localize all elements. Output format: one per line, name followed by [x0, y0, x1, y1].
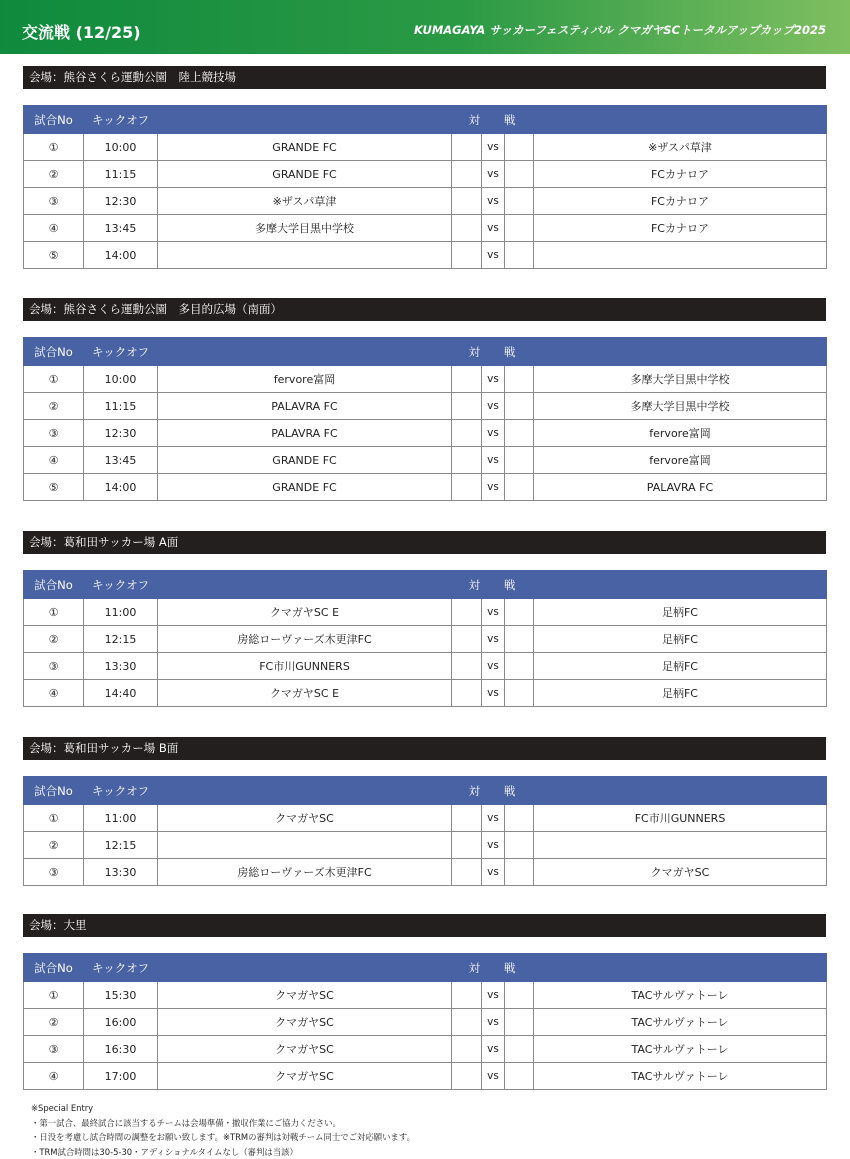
away-score-cell [505, 366, 534, 393]
venue-section [23, 914, 826, 1090]
table-row [24, 366, 827, 393]
match-table [23, 953, 827, 1090]
match-number: ③ [24, 653, 84, 680]
kickoff-time: 14:00 [84, 474, 158, 501]
table-row [24, 1009, 827, 1036]
match-number: ③ [24, 420, 84, 447]
vs-label: vs [482, 680, 505, 707]
away-team: 足柄FC [534, 599, 827, 626]
page-title: 交流戦 (12/25) [22, 23, 141, 42]
home-score-cell [452, 599, 482, 626]
away-team: TACサルヴァトーレ [534, 1009, 827, 1036]
match-number: ① [24, 982, 84, 1009]
match-number: ④ [24, 447, 84, 474]
match-number: ④ [24, 215, 84, 242]
home-team: クマガヤSC [158, 805, 452, 832]
away-team: 足柄FC [534, 626, 827, 653]
away-team: FCカナロア [534, 215, 827, 242]
header-kickoff: キックオフ [84, 106, 158, 134]
kickoff-time: 11:15 [84, 161, 158, 188]
away-team: 多摩大学目黒中学校 [534, 393, 827, 420]
away-score-cell [505, 680, 534, 707]
away-team: 多摩大学目黒中学校 [534, 366, 827, 393]
table-row [24, 161, 827, 188]
table-header-row [24, 954, 827, 982]
table-row [24, 1036, 827, 1063]
home-team: クマガヤSC [158, 1036, 452, 1063]
away-team [534, 832, 827, 859]
vs-label: vs [482, 859, 505, 886]
match-number: ① [24, 134, 84, 161]
kickoff-time: 16:00 [84, 1009, 158, 1036]
home-team: クマガヤSC E [158, 680, 452, 707]
header-match: 対 戦 [158, 106, 827, 134]
home-score-cell [452, 242, 482, 269]
kickoff-time: 11:00 [84, 599, 158, 626]
venue-section [23, 737, 826, 886]
away-score-cell [505, 161, 534, 188]
event-title: KUMAGAYA サッカーフェスティバル クマガヤSCトータルアップカップ2025 [414, 23, 826, 37]
kickoff-time: 14:00 [84, 242, 158, 269]
match-number: ② [24, 393, 84, 420]
away-score-cell [505, 134, 534, 161]
header-match-no: 試合No [24, 338, 84, 366]
header-kickoff: キックオフ [84, 571, 158, 599]
table-row [24, 188, 827, 215]
away-team: FCカナロア [534, 161, 827, 188]
home-team: fervore富岡 [158, 366, 452, 393]
vs-label: vs [482, 188, 505, 215]
away-score-cell [505, 982, 534, 1009]
away-score-cell [505, 653, 534, 680]
home-score-cell [452, 982, 482, 1009]
home-score-cell [452, 420, 482, 447]
away-team: PALAVRA FC [534, 474, 827, 501]
vs-label: vs [482, 161, 505, 188]
away-score-cell [505, 393, 534, 420]
venue-section [23, 66, 826, 269]
vs-label: vs [482, 242, 505, 269]
away-score-cell [505, 474, 534, 501]
home-team: PALAVRA FC [158, 420, 452, 447]
match-number: ② [24, 161, 84, 188]
home-team: GRANDE FC [158, 134, 452, 161]
home-team: GRANDE FC [158, 447, 452, 474]
match-table [23, 776, 827, 886]
home-score-cell [452, 653, 482, 680]
header-kickoff: キックオフ [84, 954, 158, 982]
away-score-cell [505, 447, 534, 474]
kickoff-time: 13:30 [84, 859, 158, 886]
page-header [0, 0, 850, 54]
home-score-cell [452, 134, 482, 161]
table-row [24, 1063, 827, 1090]
table-row [24, 393, 827, 420]
vs-label: vs [482, 215, 505, 242]
home-score-cell [452, 366, 482, 393]
kickoff-time: 14:40 [84, 680, 158, 707]
vs-label: vs [482, 366, 505, 393]
table-row [24, 653, 827, 680]
home-score-cell [452, 805, 482, 832]
home-score-cell [452, 161, 482, 188]
table-row [24, 599, 827, 626]
venue-title: 会場：葛和田サッカー場 B面 [23, 737, 826, 760]
away-score-cell [505, 805, 534, 832]
kickoff-time: 13:30 [84, 653, 158, 680]
table-row [24, 420, 827, 447]
home-team: クマガヤSC E [158, 599, 452, 626]
header-kickoff: キックオフ [84, 338, 158, 366]
vs-label: vs [482, 1063, 505, 1090]
home-score-cell [452, 1036, 482, 1063]
match-number: ② [24, 1009, 84, 1036]
away-score-cell [505, 832, 534, 859]
vs-label: vs [482, 474, 505, 501]
footnote: ・第一試合、最終試合に該当するチームは会場準備・撤収作業にご協力ください。 [31, 1117, 341, 1128]
away-score-cell [505, 420, 534, 447]
vs-label: vs [482, 1009, 505, 1036]
vs-label: vs [482, 832, 505, 859]
away-score-cell [505, 1063, 534, 1090]
away-score-cell [505, 1036, 534, 1063]
match-number: ③ [24, 188, 84, 215]
away-team: ※ザスパ草津 [534, 134, 827, 161]
away-team: 足柄FC [534, 653, 827, 680]
header-match-no: 試合No [24, 954, 84, 982]
table-row [24, 134, 827, 161]
home-team: 多摩大学目黒中学校 [158, 215, 452, 242]
home-score-cell [452, 626, 482, 653]
footnote: ※Special Entry [31, 1103, 94, 1113]
away-team: FC市川GUNNERS [534, 805, 827, 832]
vs-label: vs [482, 1036, 505, 1063]
footnote: ・TRM試合時間は30-5-30・アディショナルタイムなし（審判は当該） [31, 1146, 298, 1157]
home-team: クマガヤSC [158, 982, 452, 1009]
away-score-cell [505, 188, 534, 215]
kickoff-time: 11:00 [84, 805, 158, 832]
home-score-cell [452, 1009, 482, 1036]
kickoff-time: 16:30 [84, 1036, 158, 1063]
home-team: FC市川GUNNERS [158, 653, 452, 680]
vs-label: vs [482, 134, 505, 161]
home-team: PALAVRA FC [158, 393, 452, 420]
match-table [23, 570, 827, 707]
venue-section [23, 298, 826, 501]
home-score-cell [452, 832, 482, 859]
match-table [23, 105, 827, 269]
venue-section [23, 531, 826, 707]
away-score-cell [505, 626, 534, 653]
home-team: クマガヤSC [158, 1063, 452, 1090]
table-row [24, 982, 827, 1009]
away-team: FCカナロア [534, 188, 827, 215]
header-match: 対 戦 [158, 571, 827, 599]
table-header-row [24, 106, 827, 134]
kickoff-time: 11:15 [84, 393, 158, 420]
venue-title: 会場：熊谷さくら運動公園 多目的広場（南面） [23, 298, 826, 321]
header-match-no: 試合No [24, 106, 84, 134]
match-number: ③ [24, 859, 84, 886]
vs-label: vs [482, 420, 505, 447]
home-score-cell [452, 859, 482, 886]
kickoff-time: 13:45 [84, 447, 158, 474]
match-number: ① [24, 366, 84, 393]
match-number: ① [24, 599, 84, 626]
home-score-cell [452, 215, 482, 242]
home-team: GRANDE FC [158, 474, 452, 501]
table-header-row [24, 571, 827, 599]
home-score-cell [452, 188, 482, 215]
header-match: 対 戦 [158, 777, 827, 805]
match-number: ④ [24, 680, 84, 707]
match-number: ① [24, 805, 84, 832]
away-score-cell [505, 242, 534, 269]
kickoff-time: 12:15 [84, 832, 158, 859]
footnote: ・日没を考慮し試合時間の調整をお願い致します。※TRMの審判は対戦チーム同士でご対応願います。 [31, 1132, 415, 1143]
table-row [24, 447, 827, 474]
match-number: ④ [24, 1063, 84, 1090]
kickoff-time: 17:00 [84, 1063, 158, 1090]
kickoff-time: 13:45 [84, 215, 158, 242]
away-score-cell [505, 859, 534, 886]
header-match: 対 戦 [158, 954, 827, 982]
away-team [534, 242, 827, 269]
away-team: fervore富岡 [534, 420, 827, 447]
away-team: クマガヤSC [534, 859, 827, 886]
venue-title: 会場：熊谷さくら運動公園 陸上競技場 [23, 66, 826, 89]
home-score-cell [452, 1063, 482, 1090]
table-row [24, 832, 827, 859]
home-score-cell [452, 447, 482, 474]
table-header-row [24, 777, 827, 805]
vs-label: vs [482, 653, 505, 680]
home-score-cell [452, 680, 482, 707]
away-team: TACサルヴァトーレ [534, 1063, 827, 1090]
home-team: クマガヤSC [158, 1009, 452, 1036]
header-match-no: 試合No [24, 777, 84, 805]
home-team [158, 832, 452, 859]
away-team: fervore富岡 [534, 447, 827, 474]
table-row [24, 805, 827, 832]
away-team: TACサルヴァトーレ [534, 1036, 827, 1063]
venue-title: 会場：葛和田サッカー場 A面 [23, 531, 826, 554]
match-table [23, 337, 827, 501]
table-row [24, 680, 827, 707]
table-row [24, 242, 827, 269]
table-row [24, 215, 827, 242]
away-team: TACサルヴァトーレ [534, 982, 827, 1009]
kickoff-time: 12:30 [84, 420, 158, 447]
match-number: ② [24, 626, 84, 653]
vs-label: vs [482, 626, 505, 653]
header-match: 対 戦 [158, 338, 827, 366]
home-team: ※ザスパ草津 [158, 188, 452, 215]
home-team [158, 242, 452, 269]
vs-label: vs [482, 599, 505, 626]
kickoff-time: 10:00 [84, 134, 158, 161]
table-row [24, 626, 827, 653]
away-score-cell [505, 215, 534, 242]
match-number: ③ [24, 1036, 84, 1063]
table-row [24, 474, 827, 501]
vs-label: vs [482, 393, 505, 420]
home-team: GRANDE FC [158, 161, 452, 188]
vs-label: vs [482, 982, 505, 1009]
table-row [24, 859, 827, 886]
header-match-no: 試合No [24, 571, 84, 599]
home-team: 房総ローヴァーズ木更津FC [158, 859, 452, 886]
away-score-cell [505, 1009, 534, 1036]
kickoff-time: 12:30 [84, 188, 158, 215]
venue-title: 会場：大里 [23, 914, 826, 937]
home-score-cell [452, 474, 482, 501]
home-score-cell [452, 393, 482, 420]
kickoff-time: 15:30 [84, 982, 158, 1009]
match-number: ② [24, 832, 84, 859]
home-team: 房総ローヴァーズ木更津FC [158, 626, 452, 653]
match-number: ⑤ [24, 242, 84, 269]
footnotes [31, 1101, 415, 1159]
away-team: 足柄FC [534, 680, 827, 707]
vs-label: vs [482, 805, 505, 832]
vs-label: vs [482, 447, 505, 474]
kickoff-time: 12:15 [84, 626, 158, 653]
away-score-cell [505, 599, 534, 626]
header-kickoff: キックオフ [84, 777, 158, 805]
kickoff-time: 10:00 [84, 366, 158, 393]
table-header-row [24, 338, 827, 366]
match-number: ⑤ [24, 474, 84, 501]
